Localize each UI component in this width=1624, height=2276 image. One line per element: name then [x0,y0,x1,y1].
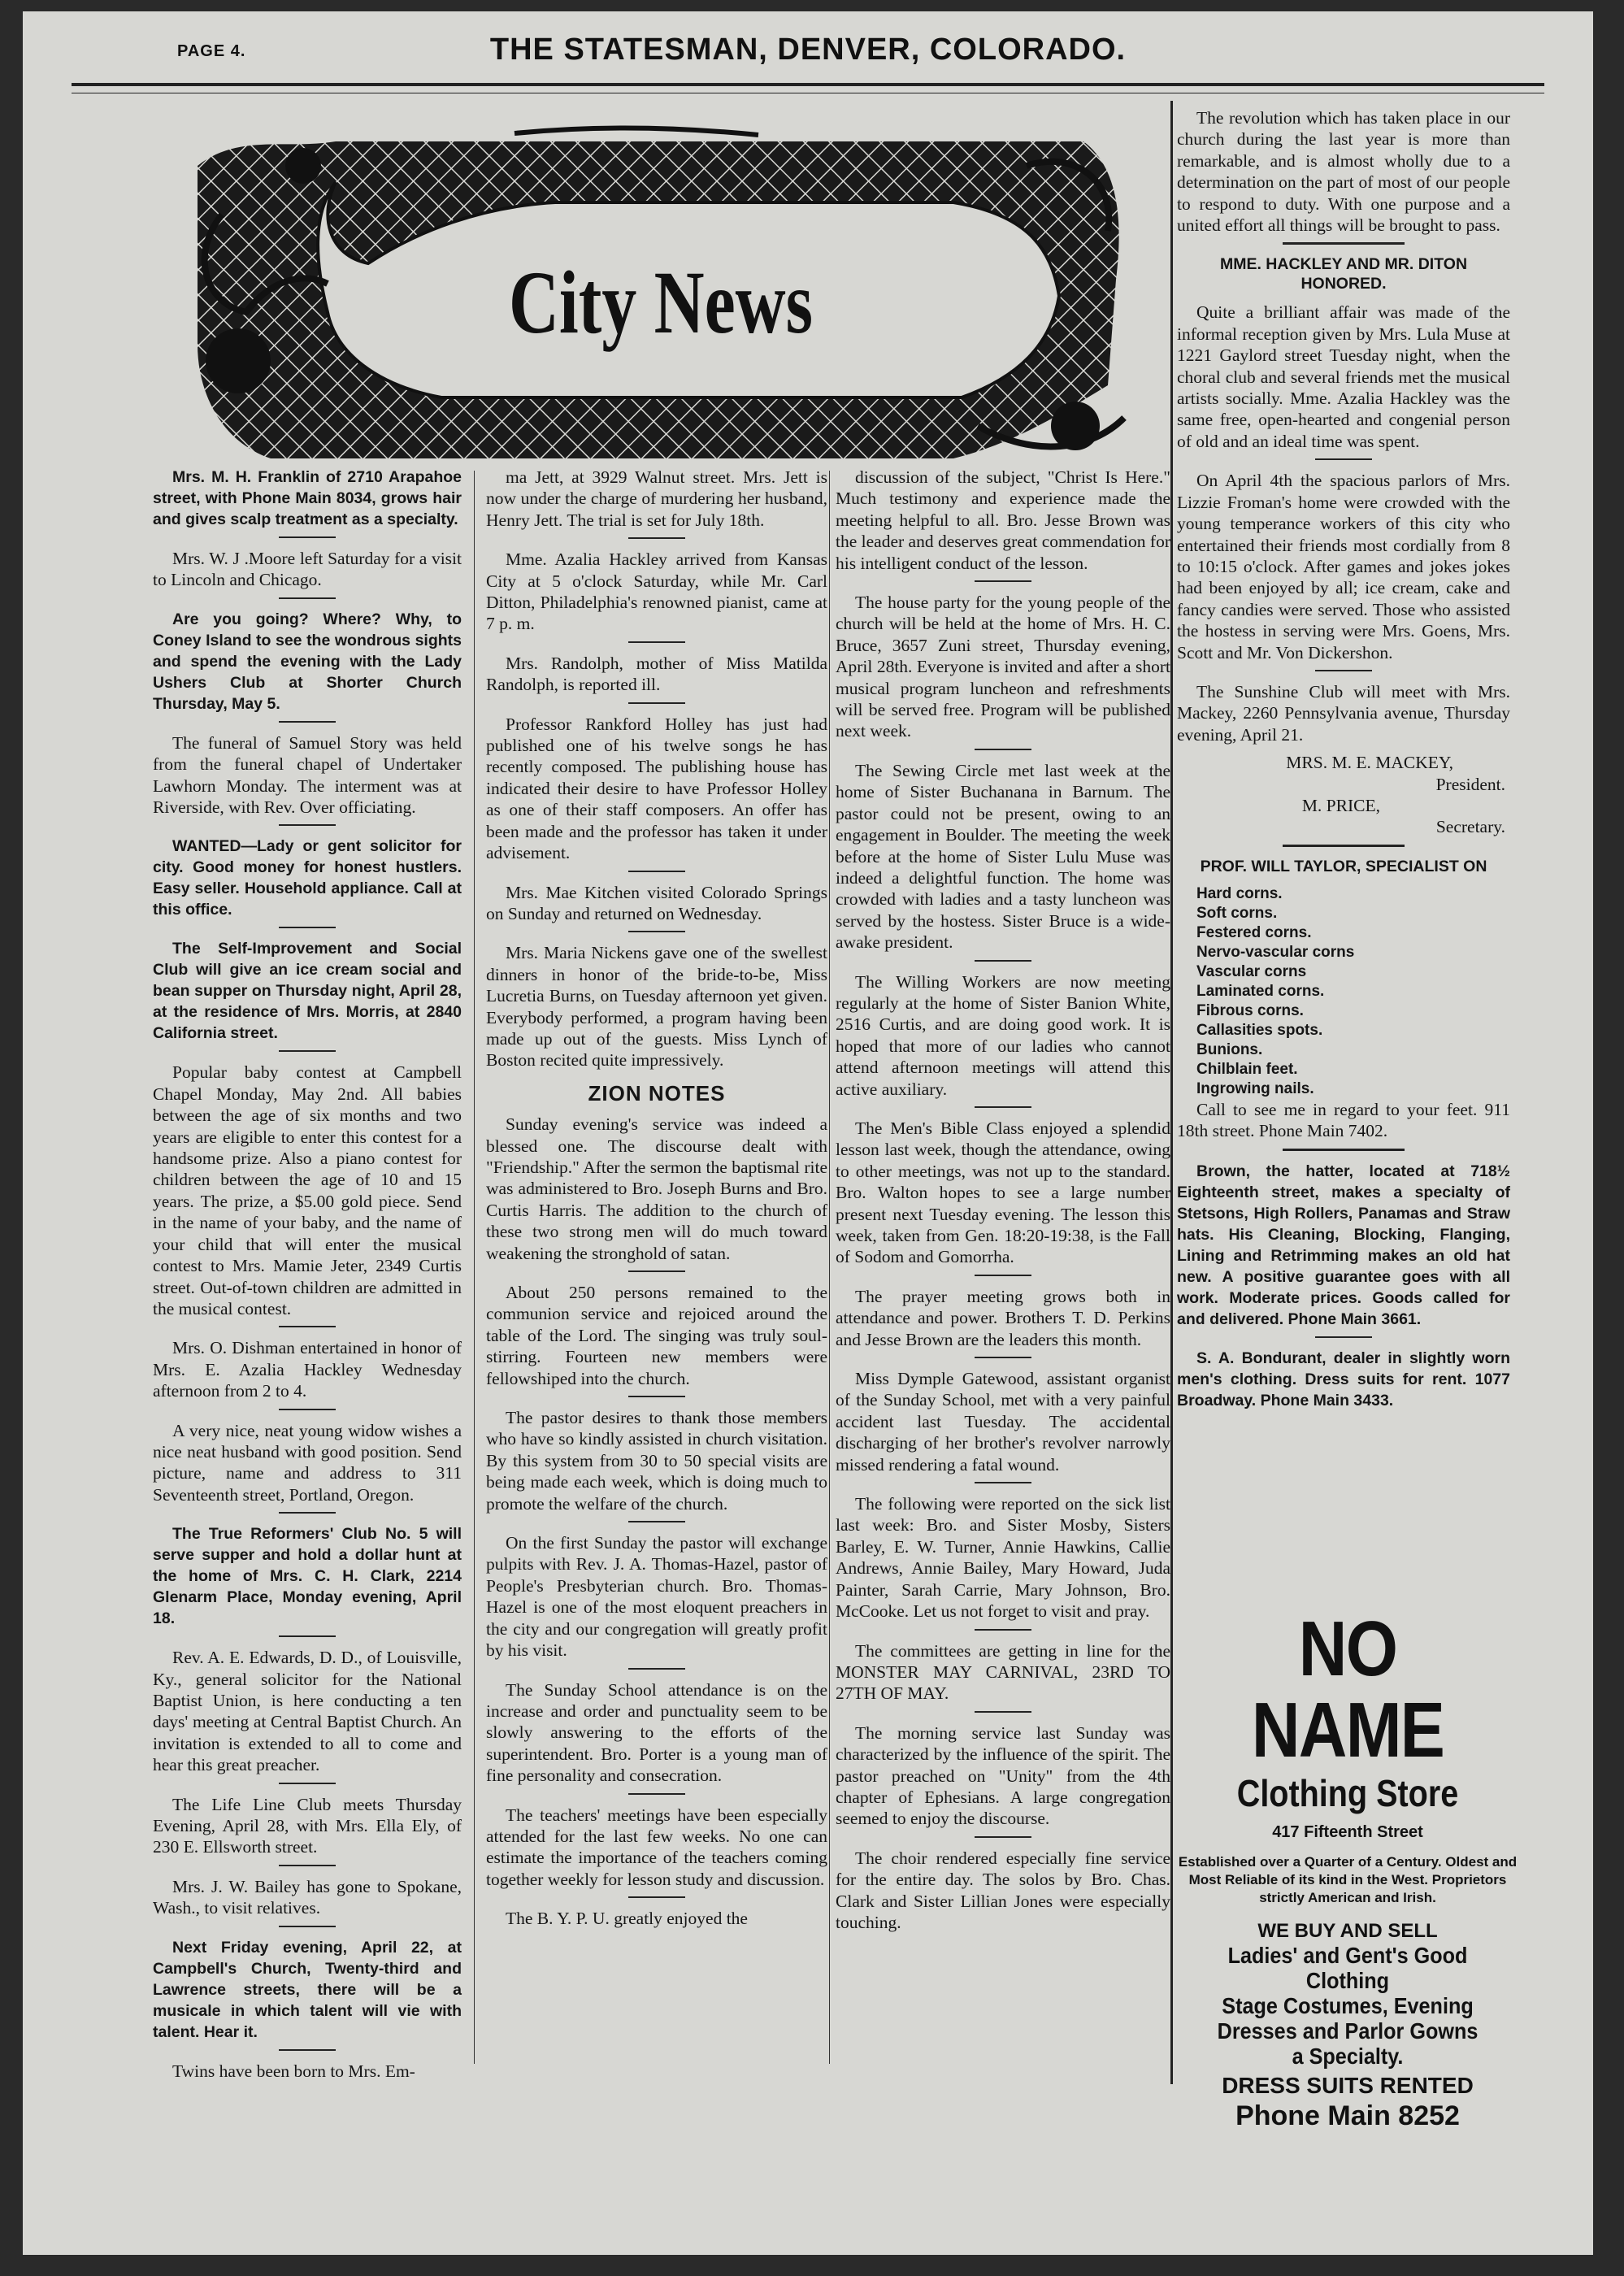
separator [628,1896,685,1898]
separator [1283,845,1405,847]
separator [628,537,685,539]
separator [628,931,685,932]
ad-address: 417 Fifteenth Street [1272,1823,1423,1841]
signature-president-name: MRS. M. E. MACKEY, [1286,753,1453,773]
zion-note: The house party for the young people of the church will be held at the home of Mrs. H. C. Bruce, 3657 Zuni street, Thursday evening, April 28th. Everyone is invited and after a short musical program luncheon and refreshments will be served free. Program will be published next week. [836,593,1170,741]
separator [628,1396,685,1397]
ad-established: Established over a Quarter of a Century. Oldest and Most Reliable of its kind in the West. Proprietors strictly American and Irish. [1178,1854,1518,1905]
news-item: Mrs. Maria Nickens gave one of the swellest dinners in honor of the bride-to-be, Miss Lucretia Burns, on Tuesday afternoon yet given. Everybody performed, a program having been made up out of the guests. Miss Lynch of Boston recited quite impressively. [486,943,827,1071]
news-item: ma Jett, at 3929 Walnut street. Mrs. Jett is now under the charge of murdering her husband, Henry Jett. The trial is set for July 18th. [486,467,827,530]
ailment-item: Bunions. [1196,1040,1263,1058]
zion-note: The Sunday School attendance is on the increase and order and punctuality seem to be slowly answering to the efforts of the superintendent. Bro. Porter is a young man of fine personality and consecration. [486,1679,827,1786]
reception-paragraph: Quite a brilliant affair was made of the informal reception given by Mrs. Lula Muse at 1221 Gaylord street Tuesday night, when the choral club and several friends met the musical artists socially. Mme. Azalia Hackley was the same free, open-hearted and congenial person of old and an ideal time was spent. [1177,302,1510,451]
separator [628,1521,685,1522]
separator [1315,458,1372,460]
news-item: A very nice, neat young widow wishes a nice neat husband with good position. Send picture, name and address to 311 Seventeenth street, Portland, Oregon. [153,1420,462,1505]
zion-note: The choir rendered especially fine service for the entire day. The solos by Bro. Chas. Clark and Sister Lillian Jones were especially touching. [836,1848,1170,1932]
separator [1315,670,1372,671]
news-item: Are you going? Where? Why, to Coney Island to see the wondrous sights and spend the evening with the Lady Ushers Club at Shorter Church Thursday, May 5. [153,610,462,713]
zion-note: The pastor desires to thank those members who have so kindly assisted in church visitation. By this system from 30 to 50 special visits are being made each week, which is doing much to promote the welfare of the church. [486,1408,827,1514]
newspaper-page [23,11,1593,2255]
sunshine-club-paragraph: The Sunshine Club will meet with Mrs. Mackey, 2260 Pennsylvania avenue, Thursday evening, April 21. [1177,681,1510,745]
zion-note: About 250 persons remained to the communion service and rejoiced around the table of the Lord. The singing was truly soul-stirring. Fourteen new members were fellowshiped into the church. [486,1283,827,1388]
separator [1315,1336,1372,1338]
column-4 [1177,107,1510,1418]
separator [628,702,685,704]
separator [975,1629,1031,1631]
ad-line-1: Ladies' and Gent's Good Clothing [1227,1943,1468,1993]
zion-note: On the first Sunday the pastor will exchange pulpits with Rev. J. A. Thomas-Hazel, pastor of People's Presbyterian church. Bro. Thomas-Hazel is one of the most eloquent preachers in the city and our congregation will greatly profit by his visit. [486,1533,827,1661]
separator [628,1793,685,1795]
news-item: The funeral of Samuel Story was held from the funeral chapel of Undertaker Lawhorn Monday. The interment was at Riverside, with Rev. Over officiating. [153,732,462,818]
hackley-heading: MME. HACKLEY AND MR. DITON HONORED. [1219,255,1468,293]
separator [975,1711,1031,1713]
zion-note: The B. Y. P. U. greatly enjoyed the [506,1909,748,1929]
zion-notes-heading: ZION NOTES [588,1080,726,1105]
ailment-item: Hard corns. [1196,884,1283,902]
separator [279,927,336,928]
separator [628,1668,685,1670]
news-item: Popular baby contest at Campbell Chapel Monday, May 2nd. All babies between the age of six months and two years are eligible to enter this contest for a handsome prize. Also a piano contest for children between the age of 10 and 15 years. The prize, a $5.00 gold piece. Send in the name of your baby, and the name of your child that will enter the musical contest to Mrs. Mamie Jeter, 2349 Curtis street. Out-of-town children are admitted in the musical contest. [153,1062,462,1318]
taylor-contact: Call to see me in regard to your feet. 911 18th street. Phone Main 7402. [1177,1099,1510,1141]
separator [279,1783,336,1784]
separator [279,1326,336,1327]
zion-note: The Willing Workers are now meeting regularly at the home of Sister Banion White, 2516 Curtis, and are doing good work. It is hoped that more of our ladies who cannot attend afternoon meetings will attend this active auxiliary. [836,971,1170,1099]
separator [975,580,1031,582]
page-number: PAGE 4. [177,42,246,60]
ad-store-type: Clothing Store [1236,1772,1459,1814]
news-item: Mme. Azalia Hackley arrived from Kansas City at 5 o'clock Saturday, while Mr. Carl Ditton, Philadelphia's renowned pianist, came at 7 p. m. [486,549,827,634]
zion-note: The Sewing Circle met last week at the home of Sister Buchanana in Barnum. The pastor could not be present, owing to an engagement in Boulder. The meeting the week before at the home of Sister Lulu Muse was indeed a delightful function. The home was crowded with ladies and a tasty luncheon was served by the hostess. Sister Bruce is a wide-awake president. [836,760,1170,953]
news-item: Next Friday evening, April 22, at Campbell's Church, Twenty-third and Lawrence streets, there will be a musicale in which talent will vie with talent. Hear it. [153,1938,462,2041]
column-3 [836,467,1170,1939]
ailment-item: Fibrous corns. [1196,1001,1304,1019]
news-item: Twins have been born to Mrs. Em- [172,2061,415,2081]
news-item: Professor Rankford Holley has just had published one of his twelve songs he has recently composed. The publishing house has indicated their desire to have Professor Holley as one of their staff composers. An offer has been made and the professor has taken it under advisement. [486,714,827,863]
ailment-item: Ingrowing nails. [1196,1079,1314,1097]
column-rule-3 [1170,101,1173,2084]
ad-dress-suits-rented: DRESS SUITS RENTED [1222,2073,1474,2098]
separator [279,1512,336,1514]
revolution-paragraph: The revolution which has taken place in our church during the last year is more than remarkable, and is almost wholly due to a determination on the part of most of our people to respond to duty. With one purpose and a united effort all things will be brought to pass. [1177,108,1510,236]
ad-phone: Phone Main 8252 [1235,2100,1460,2131]
no-name-clothing-ad [1177,1605,1518,2132]
separator [975,749,1031,750]
separator [975,1357,1031,1358]
separator [975,1106,1031,1108]
column-2 [486,467,827,1936]
taylor-heading: PROF. WILL TAYLOR, SPECIALIST ON [1200,857,1487,875]
news-item: Rev. A. E. Edwards, D. D., of Louisville, Ky., general solicitor for the National Baptist Union, is here conducting a ten days' meeting at Central Baptist Church. An invitation is extended to all to come and hear this great preacher. [153,1648,462,1775]
ailment-item: Vascular corns [1196,962,1307,980]
column-rule-2 [829,471,830,2064]
news-item: WANTED—Lady or gent solicitor for city. Good money for honest hustlers. Easy seller. Household appliance. Call at this office. [153,837,462,919]
zion-note: Sunday evening's service was indeed a blessed one. The discourse dealt with "Friendship." After the sermon the baptismal rite was administered to Bro. Joseph Burns and Bro. Curtis Harris. The addition to the church of these two strong men will do much toward weakening the stronghold of satan. [486,1114,827,1263]
separator [975,960,1031,962]
ailment-item: Festered corns. [1196,923,1312,941]
zion-note: discussion of the subject, "Christ Is Here." Much testimony and experience made the meeting helpful to all. Bro. Jesse Brown was the leader and deserves great commendation for his intelligent conduct of the lesson. [836,467,1170,573]
zion-note: The following were reported on the sick list last week: Bro. and Sister Mosby, Sisters Barley, E. W. Turner, Annie Hawkins, Callie Andrews, Annie Bailey, Mary Howard, Juda Painter, Sarah Carrie, Mary Johnson, Bro. McCooke. Let us not forget to visit and pray. [836,1494,1170,1622]
separator [279,1635,336,1637]
signature-president-title: President. [1435,774,1505,794]
banner-title: City News [508,253,814,353]
column-rule-1 [474,471,475,2064]
zion-note: Miss Dymple Gatewood, assistant organist of the Sunday School, met with a very painful accident last Tuesday. The accidental discharging of her brother's revolver narrowly missed rendering a fatal wound. [836,1369,1170,1475]
news-item: Mrs. Mae Kitchen visited Colorado Springs on Sunday and returned on Wednesday. [486,882,827,923]
signature-secretary-name: M. PRICE, [1301,795,1380,815]
ad-store-name: NO NAME [1251,1605,1444,1774]
news-item: The Self-Improvement and Social Club will give an ice cream social and bean supper on Thursday night, April 28, at the residence of Mrs. Morris, at 2840 California street. [153,940,462,1043]
brown-hatter-ad: Brown, the hatter, located at 718½ Eighteenth street, makes a specialty of Stetsons, High Rollers, Panamas and Straw hats. His Cleaning, Blocking, Flanging, Lining and Retrimming makes an old hat new. A positive guarantee goes with all work. Moderate prices. Goods called for and delivered. Phone Main 3661. [1177,1162,1510,1328]
news-item: The Life Line Club meets Thursday Evening, April 28, with Mrs. Ella Ely, of 230 E. Ellsworth street. [153,1794,462,1857]
ailment-item: Soft corns. [1196,904,1278,922]
froman-paragraph: On April 4th the spacious parlors of Mrs. Lizzie Froman's home were crowded with the young temperance workers of this city who entertained their friends most cordially from 8 to 10:15 o'clock. After games and jokes jokes had been enjoyed by all; ice cream, cake and fancy candies were served. Those who assisted the hostess in serving were Mrs. Goens, Mrs. Scott and Mr. Von Dickershon. [1177,471,1510,662]
ailment-item: Chilblain feet. [1196,1060,1298,1078]
ailment-item: Callasities spots. [1196,1021,1323,1039]
separator [279,597,336,599]
separator [279,2049,336,2051]
ad-line-4: a Specialty. [1292,2044,1404,2069]
news-item: Mrs. O. Dishman entertained in honor of Mrs. E. Azalia Hackley Wednesday afternoon from 2 to 4. [153,1338,462,1401]
ailment-item: Laminated corns. [1196,982,1325,1000]
separator [975,1482,1031,1483]
zion-note: The Men's Bible Class enjoyed a splendid lesson last week, though the attendance, owing to other meetings, was not up to the standard. Bro. Walton hopes to see a large number present next Tuesday evening. The lesson this week, taken from Gen. 18:20-19:38, is the Fall of Sodom and Gomorrha. [836,1118,1170,1267]
separator [1283,1149,1405,1151]
ad-line-2: Stage Costumes, Evening [1222,1993,1474,2018]
separator [279,1865,336,1866]
bondurant-ad: S. A. Bondurant, dealer in slightly worn men's clothing. Dress suits for rent. 1077 Broadway. Phone Main 3433. [1177,1349,1510,1409]
news-item: Mrs. M. H. Franklin of 2710 Arapahoe street, with Phone Main 8034, grows hair and gives scalp treatment as a specialty. [153,468,462,528]
zion-note: The teachers' meetings have been especially attended for the last few weeks. No one can estimate the importance of the teachers coming together weekly for lesson study and discussion. [486,1805,827,1889]
newspaper-title: THE STATESMAN, DENVER, COLORADO. [489,33,1127,67]
separator [975,1836,1031,1838]
separator [279,824,336,826]
separator [279,536,336,538]
news-item: The True Reformers' Club No. 5 will serve supper and hold a dollar hunt at the home of Mrs. C. H. Clark, 2214 Glenarm Place, Monday evening, April 18. [153,1525,462,1628]
news-item: Mrs. J. W. Bailey has gone to Spokane, Wash., to visit relatives. [153,1876,462,1918]
zion-note: The prayer meeting grows both in attendance and power. Brothers T. D. Perkins and Jesse Brown are the leaders this month. [836,1286,1170,1349]
separator [628,871,685,872]
column-1 [153,467,462,2088]
masthead-rule [72,83,1544,86]
news-item: Mrs. W. J .Moore left Saturday for a visit to Lincoln and Chicago. [153,549,462,590]
masthead [55,24,1561,81]
separator [279,1050,336,1052]
ad-buy-sell: WE BUY AND SELL [1257,1920,1438,1942]
zion-note: The committees are getting in line for the MONSTER MAY CARNIVAL, 23RD TO 27TH OF MAY. [836,1640,1170,1704]
separator [279,1409,336,1410]
ad-line-3: Dresses and Parlor Gowns [1217,2018,1479,2044]
ailments-list [1196,884,1510,1099]
separator [628,1270,685,1272]
ailment-item: Nervo-vascular corns [1196,943,1355,961]
news-item: Mrs. Randolph, mother of Miss Matilda Randolph, is reported ill. [486,653,827,695]
separator [279,721,336,723]
separator [1283,242,1405,245]
zion-note: The morning service last Sunday was characterized by the influence of the spirit. The pastor preached on "Unity" from the 4th chapter of Ephesians. A large congregation seemed to enjoy the discourse. [836,1722,1170,1829]
separator [628,641,685,643]
separator [279,1926,336,1927]
city-news-banner [173,117,1149,475]
signature-secretary-title: Secretary. [1435,817,1505,837]
separator [975,1275,1031,1276]
